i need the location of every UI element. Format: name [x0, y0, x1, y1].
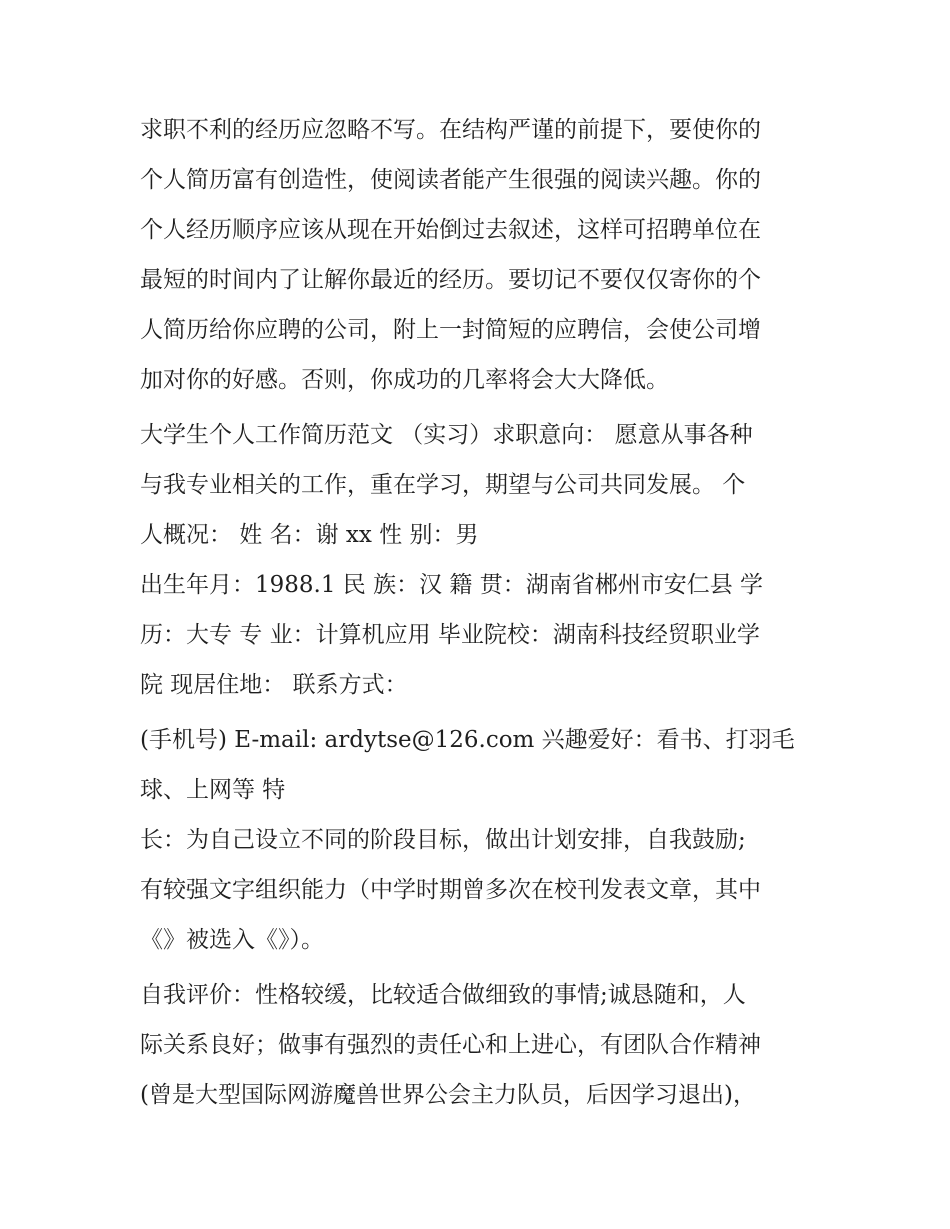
- text-line: 个人简历富有创造性，使阅读者能产生很强的阅读兴趣。你的: [140, 167, 761, 193]
- text-line: 球、上网等 特: [140, 777, 286, 803]
- text-line: 有较强文字组织能力（中学时期曾多次在校刊发表文章，其中: [140, 877, 761, 903]
- text-line: 院 现居住地： 联系方式：: [140, 672, 408, 698]
- text-line: 大学生个人工作简历范文 （实习）求职意向： 愿意从事各种: [140, 422, 753, 448]
- text-line: 长：为自己设立不同的阶段目标，做出计划安排，自我鼓励;: [140, 827, 746, 853]
- text-line: 与我专业相关的工作，重在学习，期望与公司共同发展。 个: [140, 472, 746, 498]
- text-line: 历：大专 专 业：计算机应用 毕业院校：湖南科技经贸职业学: [140, 622, 760, 648]
- text-line: 《》被选入《》）。: [140, 927, 324, 953]
- text-line: (手机号) E-mail: ardytse@126.com 兴趣爱好：看书、打羽毛: [140, 727, 795, 753]
- text-line: 出生年月：1988.1 民 族：汉 籍 贯：湖南省郴州市安仁县 学: [140, 572, 764, 598]
- text-line: 人简历给你应聘的公司，附上一封简短的应聘信，会使公司增: [140, 317, 761, 343]
- text-line: 个人经历顺序应该从现在开始倒过去叙述，这样可招聘单位在: [140, 217, 761, 243]
- text-line: 加对你的好感。否则，你成功的几率将会大大降低。: [140, 367, 669, 393]
- text-line: 自我评价：性格较缓，比较适合做细致的事情;诚恳随和，人: [140, 982, 746, 1008]
- text-line: 人概况： 姓 名：谢 xx 性 别：男: [140, 522, 479, 548]
- text-line: 最短的时间内了让解你最近的经历。要切记不要仅仅寄你的个: [140, 267, 761, 293]
- text-line: 际关系良好；做事有强烈的责任心和上进心，有团队合作精神: [140, 1032, 761, 1058]
- text-line: 求职不利的经历应忽略不写。在结构严谨的前提下，要使你的: [140, 117, 761, 143]
- text-line: (曾是大型国际网游魔兽世界公会主力队员，后因学习退出)，: [140, 1082, 756, 1108]
